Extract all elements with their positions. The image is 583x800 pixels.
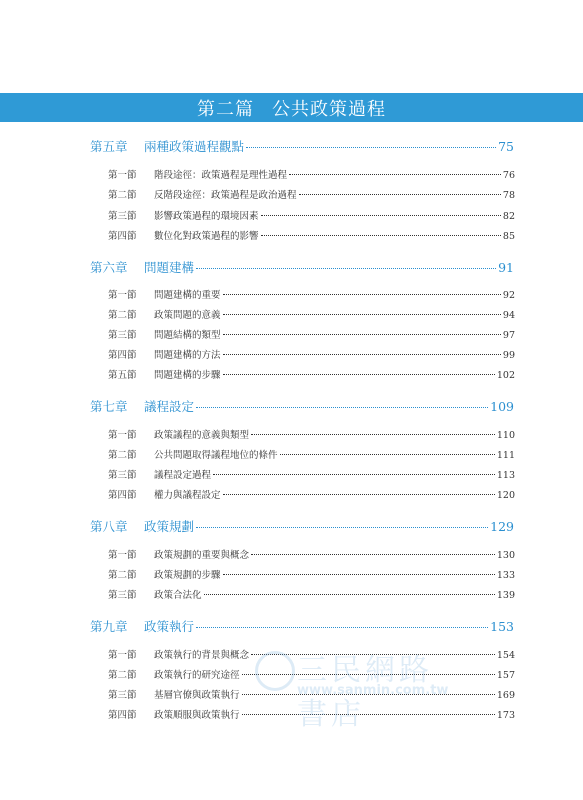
leader-dots xyxy=(223,285,501,296)
chapter-title: 問題建構 xyxy=(144,260,195,275)
toc-section[interactable] xyxy=(108,327,515,341)
toc-section[interactable] xyxy=(108,567,515,581)
leader-dots xyxy=(196,515,488,529)
chapter-title: 政策執行 xyxy=(144,619,195,634)
toc-section[interactable] xyxy=(108,208,515,222)
section-number: 第一節 xyxy=(108,170,137,181)
watermark-name: 三民網路書店 xyxy=(297,653,433,732)
chapter-number: 第七章 xyxy=(90,399,128,414)
section-page: 94 xyxy=(502,310,515,321)
section-page: 78 xyxy=(502,190,515,201)
toc-section[interactable] xyxy=(108,667,515,681)
leader-dots xyxy=(242,685,495,696)
toc-section[interactable] xyxy=(108,427,515,441)
section-number: 第四節 xyxy=(108,490,137,501)
toc-section[interactable] xyxy=(108,547,515,561)
chapter-page: 75 xyxy=(498,139,514,154)
toc-chapter-7[interactable] xyxy=(90,397,514,415)
section-title: 數位化對政策過程的影響 xyxy=(154,231,259,242)
section-number: 第一節 xyxy=(108,290,137,301)
toc-section[interactable] xyxy=(108,307,515,321)
leader-dots xyxy=(204,585,495,596)
chapter-title: 政策規劃 xyxy=(144,519,195,534)
section-title: 政策執行的背景與概念 xyxy=(154,650,250,661)
section-title: 問題建構的重要 xyxy=(154,290,221,301)
chapter-number: 第五章 xyxy=(90,139,128,154)
section-number: 第四節 xyxy=(108,710,137,721)
section-number: 第三節 xyxy=(108,330,137,341)
section-title: 影響政策過程的環境因素 xyxy=(154,211,259,222)
leader-dots xyxy=(213,465,495,476)
section-page: 157 xyxy=(496,670,515,681)
toc-section[interactable] xyxy=(108,587,515,601)
leader-dots xyxy=(242,705,495,716)
toc-chapter-5[interactable] xyxy=(90,137,514,155)
section-title: 政策議程的意義與類型 xyxy=(154,430,250,441)
leader-dots xyxy=(223,485,495,496)
section-number: 第四節 xyxy=(108,231,137,242)
section-number: 第三節 xyxy=(108,590,137,601)
section-page: 139 xyxy=(496,590,515,601)
section-number: 第三節 xyxy=(108,211,137,222)
leader-dots xyxy=(261,226,501,237)
section-title: 政策規劃的步驟 xyxy=(154,570,221,581)
section-page: 169 xyxy=(496,690,515,701)
toc-section[interactable] xyxy=(108,287,515,301)
leader-dots xyxy=(223,565,495,576)
leader-dots xyxy=(223,325,501,336)
toc-section[interactable] xyxy=(108,228,515,242)
section-number: 第二節 xyxy=(108,670,137,681)
chapter-page: 109 xyxy=(490,399,514,414)
chapter-title: 兩種政策過程觀點 xyxy=(144,139,245,154)
chapter-title: 議程設定 xyxy=(144,399,195,414)
section-page: 102 xyxy=(496,370,515,381)
toc-section[interactable] xyxy=(108,447,515,461)
toc-chapter-6[interactable] xyxy=(90,258,514,276)
section-number: 第二節 xyxy=(108,570,137,581)
leader-dots xyxy=(261,206,501,217)
leader-dots xyxy=(223,305,501,316)
leader-dots xyxy=(196,615,488,629)
section-page: 130 xyxy=(496,550,515,561)
section-number: 第二節 xyxy=(108,450,137,461)
toc-section[interactable] xyxy=(108,467,515,481)
part-banner xyxy=(0,93,583,122)
section-title: 政策合法化 xyxy=(154,590,202,601)
section-number: 第一節 xyxy=(108,650,137,661)
chapter-page: 153 xyxy=(490,619,514,634)
section-page: 113 xyxy=(496,470,515,481)
section-page: 133 xyxy=(496,570,515,581)
section-title: 問題建構的方法 xyxy=(154,350,221,361)
watermark-url: www.sanmin.com.tw xyxy=(297,683,449,698)
chapter-number: 第八章 xyxy=(90,519,128,534)
section-title: 議程設定過程 xyxy=(154,470,212,481)
leader-dots xyxy=(251,545,495,556)
section-title: 基層官僚與政策執行 xyxy=(154,690,240,701)
toc-section[interactable] xyxy=(108,167,515,181)
section-title: 政策順服與政策執行 xyxy=(154,710,240,721)
leader-dots xyxy=(251,425,495,436)
section-number: 第四節 xyxy=(108,350,137,361)
section-page: 85 xyxy=(502,231,515,242)
section-page: 99 xyxy=(502,350,515,361)
leader-dots xyxy=(299,185,501,196)
leader-dots xyxy=(196,256,496,270)
toc-section[interactable] xyxy=(108,487,515,501)
chapter-page: 91 xyxy=(498,260,514,275)
leader-dots xyxy=(196,395,488,409)
chapter-page: 129 xyxy=(490,519,514,534)
section-title: 政策規劃的重要與概念 xyxy=(154,550,250,561)
section-title: 公共問題取得議程地位的條件 xyxy=(154,450,278,461)
leader-dots xyxy=(223,345,501,356)
leader-dots xyxy=(251,645,495,656)
toc-section[interactable] xyxy=(108,687,515,701)
section-number: 第一節 xyxy=(108,550,137,561)
section-page: 92 xyxy=(502,290,515,301)
section-title: 問題建構的步驟 xyxy=(154,370,221,381)
section-number: 第二節 xyxy=(108,190,137,201)
section-page: 173 xyxy=(496,710,515,721)
section-title: 反階段途徑：政策過程是政治過程 xyxy=(154,190,297,201)
section-page: 154 xyxy=(496,650,515,661)
chapter-number: 第九章 xyxy=(90,619,128,634)
section-number: 第三節 xyxy=(108,690,137,701)
leader-dots xyxy=(246,135,496,149)
leader-dots xyxy=(242,665,495,676)
toc-section[interactable] xyxy=(108,367,515,381)
toc-chapter-8[interactable] xyxy=(90,517,514,535)
toc-section[interactable] xyxy=(108,187,515,201)
section-page: 110 xyxy=(496,430,515,441)
section-number: 第三節 xyxy=(108,470,137,481)
toc-section[interactable] xyxy=(108,347,515,361)
section-number: 第五節 xyxy=(108,370,137,381)
toc-section[interactable] xyxy=(108,647,515,661)
toc-section[interactable] xyxy=(108,707,515,721)
toc-chapter-9[interactable] xyxy=(90,617,514,635)
section-number: 第一節 xyxy=(108,430,137,441)
section-title: 階段途徑：政策過程是理性過程 xyxy=(154,170,288,181)
part-title: 公共政策過程 xyxy=(272,98,386,120)
section-title: 政策執行的研究途徑 xyxy=(154,670,240,681)
leader-dots xyxy=(223,365,495,376)
section-page: 82 xyxy=(502,211,515,222)
section-title: 權力與議程設定 xyxy=(154,490,221,501)
leader-dots xyxy=(289,165,501,176)
leader-dots xyxy=(280,445,495,456)
section-page: 76 xyxy=(502,170,515,181)
section-title: 問題結構的類型 xyxy=(154,330,221,341)
section-page: 111 xyxy=(496,450,515,461)
part-label: 第二篇 xyxy=(197,98,254,120)
chapter-number: 第六章 xyxy=(90,260,128,275)
section-number: 第二節 xyxy=(108,310,137,321)
section-page: 97 xyxy=(502,330,515,341)
section-title: 政策問題的意義 xyxy=(154,310,221,321)
section-page: 120 xyxy=(496,490,515,501)
